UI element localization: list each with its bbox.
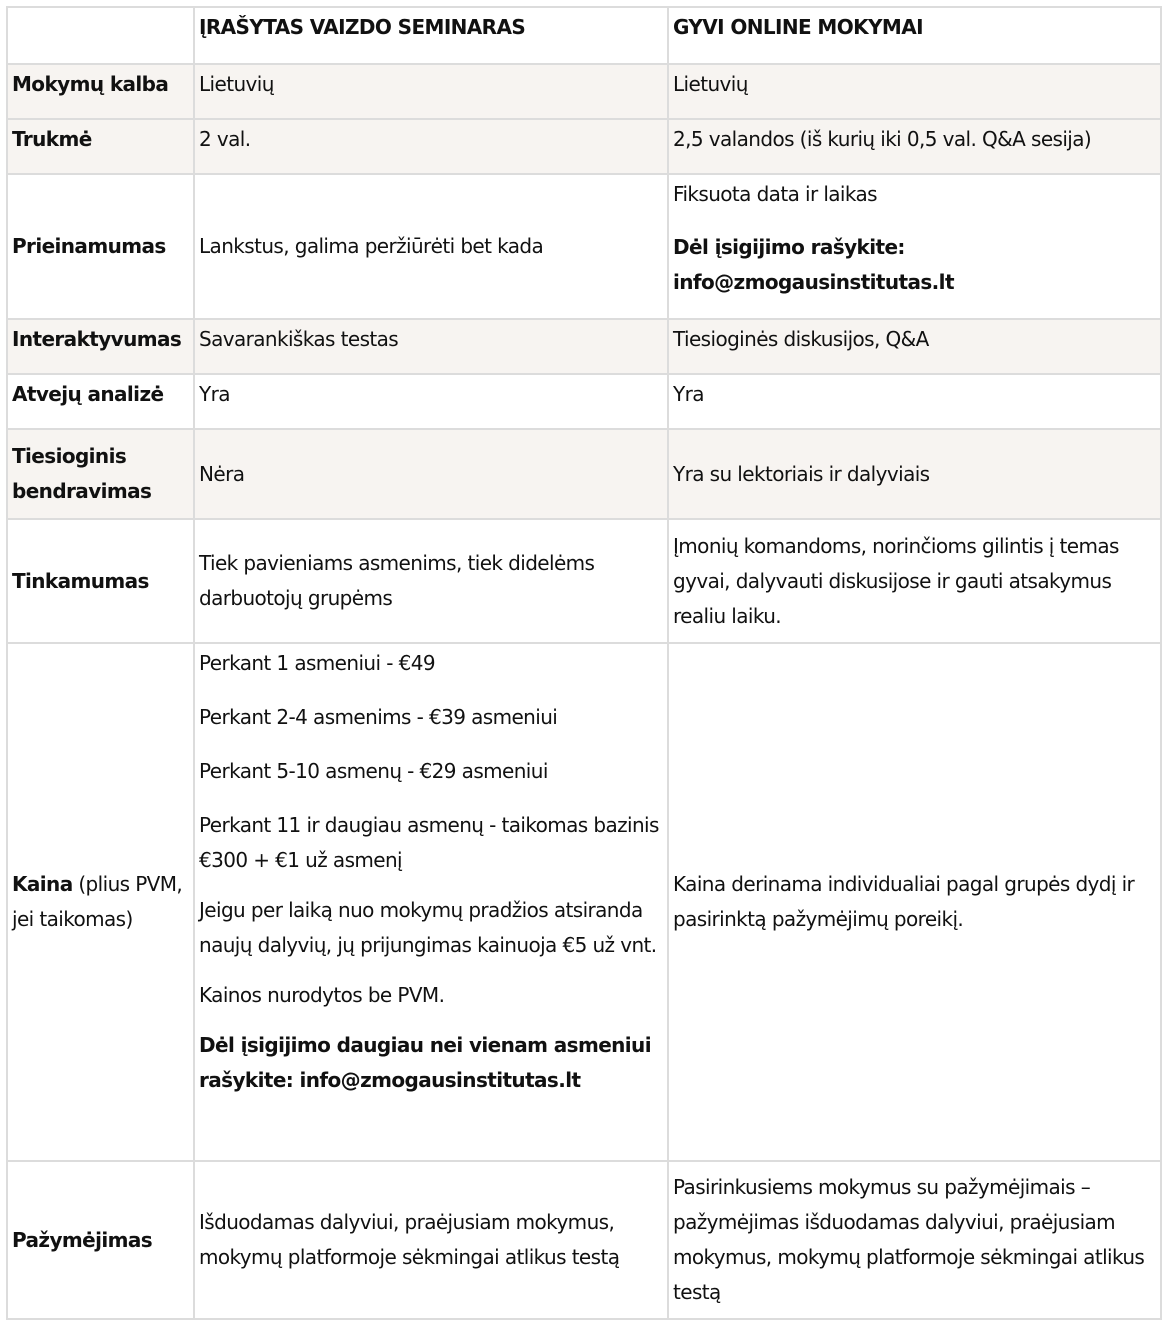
- purchase-contact-text: Dėl įsigijimo rašykite:: [673, 235, 905, 259]
- price-tier-3: Perkant 5-10 asmenų - €29 asmeniui: [199, 759, 548, 783]
- row-label: [7, 643, 194, 1161]
- table-row-language: [7, 64, 1161, 119]
- cell-live: 2,5 valandos (iš kurių iki 0,5 val. Q&A sesija): [668, 119, 1161, 174]
- cell-live: [668, 174, 1161, 319]
- cell-live: Tiesioginės diskusijos, Q&A: [668, 319, 1161, 374]
- cell-live: Lietuvių: [668, 64, 1161, 119]
- row-label-bold: Kaina: [12, 872, 73, 896]
- header-row: [7, 7, 1161, 64]
- table-row-certificate: [7, 1161, 1161, 1319]
- cell-recorded: Išduodamas dalyviui, praėjusiam mokymus, mokymų platformoje sėkmingai atlikus testą: [194, 1161, 668, 1319]
- cell-live: Yra: [668, 374, 1161, 429]
- cell-live: Pasirinkusiems mokymus su pažymėjimais – pažymėjimas išduodamas dalyviui, praėjusiam mokymus, mokymų platformoje sėkmingai atlikus testą: [668, 1161, 1161, 1319]
- cell-recorded: Lietuvių: [194, 64, 668, 119]
- header-live-training: GYVI ONLINE MOKYMAI: [668, 7, 1161, 64]
- row-label-line1: Tiesioginis: [12, 444, 127, 468]
- cell-recorded: Nėra: [194, 429, 668, 519]
- table-row-availability: [7, 174, 1161, 319]
- row-label: Interaktyvumas: [7, 319, 194, 374]
- cell-recorded: 2 val.: [194, 119, 668, 174]
- row-label: Tinkamumas: [7, 519, 194, 643]
- cell-recorded: Lankstus, galima peržiūrėti bet kada: [194, 174, 668, 319]
- price-tier-1: Perkant 1 asmeniui - €49: [199, 651, 435, 675]
- header-empty-cell: [7, 7, 194, 64]
- row-label: Pažymėjimas: [7, 1161, 194, 1319]
- row-label: Prieinamumas: [7, 174, 194, 319]
- table-row-suitability: [7, 519, 1161, 643]
- row-label: Trukmė: [7, 119, 194, 174]
- contact-email-link[interactable]: info@zmogausinstitutas.lt: [673, 270, 954, 294]
- row-label-note: (plius PVM, jei taikomas): [12, 872, 183, 931]
- row-label-line2: bendravimas: [12, 479, 152, 503]
- price-late-join-note: Jeigu per laiką nuo mokymų pradžios atsiranda naujų dalyvių, jų prijungimas kainuoja €5 už vnt.: [199, 898, 657, 957]
- table-row-price: [7, 643, 1161, 1161]
- table-row-case-analysis: [7, 374, 1161, 429]
- cell-live: Kaina derinama individualiai pagal grupės dydį ir pasirinktą pažymėjimų poreikį.: [668, 643, 1161, 1161]
- price-contact-email[interactable]: Dėl įsigijimo daugiau nei vienam asmeniui rašykite: info@zmogausinstitutas.lt: [199, 1033, 651, 1092]
- live-schedule-text: Fiksuota data ir laikas: [673, 182, 877, 206]
- header-recorded-seminar: ĮRAŠYTAS VAIZDO SEMINARAS: [194, 7, 668, 64]
- price-tier-4: Perkant 11 ir daugiau asmenų - taikomas bazinis €300 + €1 už asmenį: [199, 813, 659, 872]
- cell-recorded: Tiek pavieniams asmenims, tiek didelėms darbuotojų grupėms: [194, 519, 668, 643]
- comparison-table: [6, 6, 1162, 1320]
- table-row-interactivity: [7, 319, 1161, 374]
- row-label: [7, 429, 194, 519]
- cell-recorded: [194, 643, 668, 1161]
- cell-live: Yra su lektoriais ir dalyviais: [668, 429, 1161, 519]
- table-row-duration: [7, 119, 1161, 174]
- cell-live: Įmonių komandoms, norinčioms gilintis į temas gyvai, dalyvauti diskusijose ir gauti atsakymus realiu laiku.: [668, 519, 1161, 643]
- cell-recorded: Savarankiškas testas: [194, 319, 668, 374]
- row-label: Atvejų analizė: [7, 374, 194, 429]
- price-tier-2: Perkant 2-4 asmenims - €39 asmeniui: [199, 705, 558, 729]
- row-label: Mokymų kalba: [7, 64, 194, 119]
- price-vat-note: Kainos nurodytos be PVM.: [199, 983, 445, 1007]
- cell-recorded: Yra: [194, 374, 668, 429]
- table-row-direct-communication: [7, 429, 1161, 519]
